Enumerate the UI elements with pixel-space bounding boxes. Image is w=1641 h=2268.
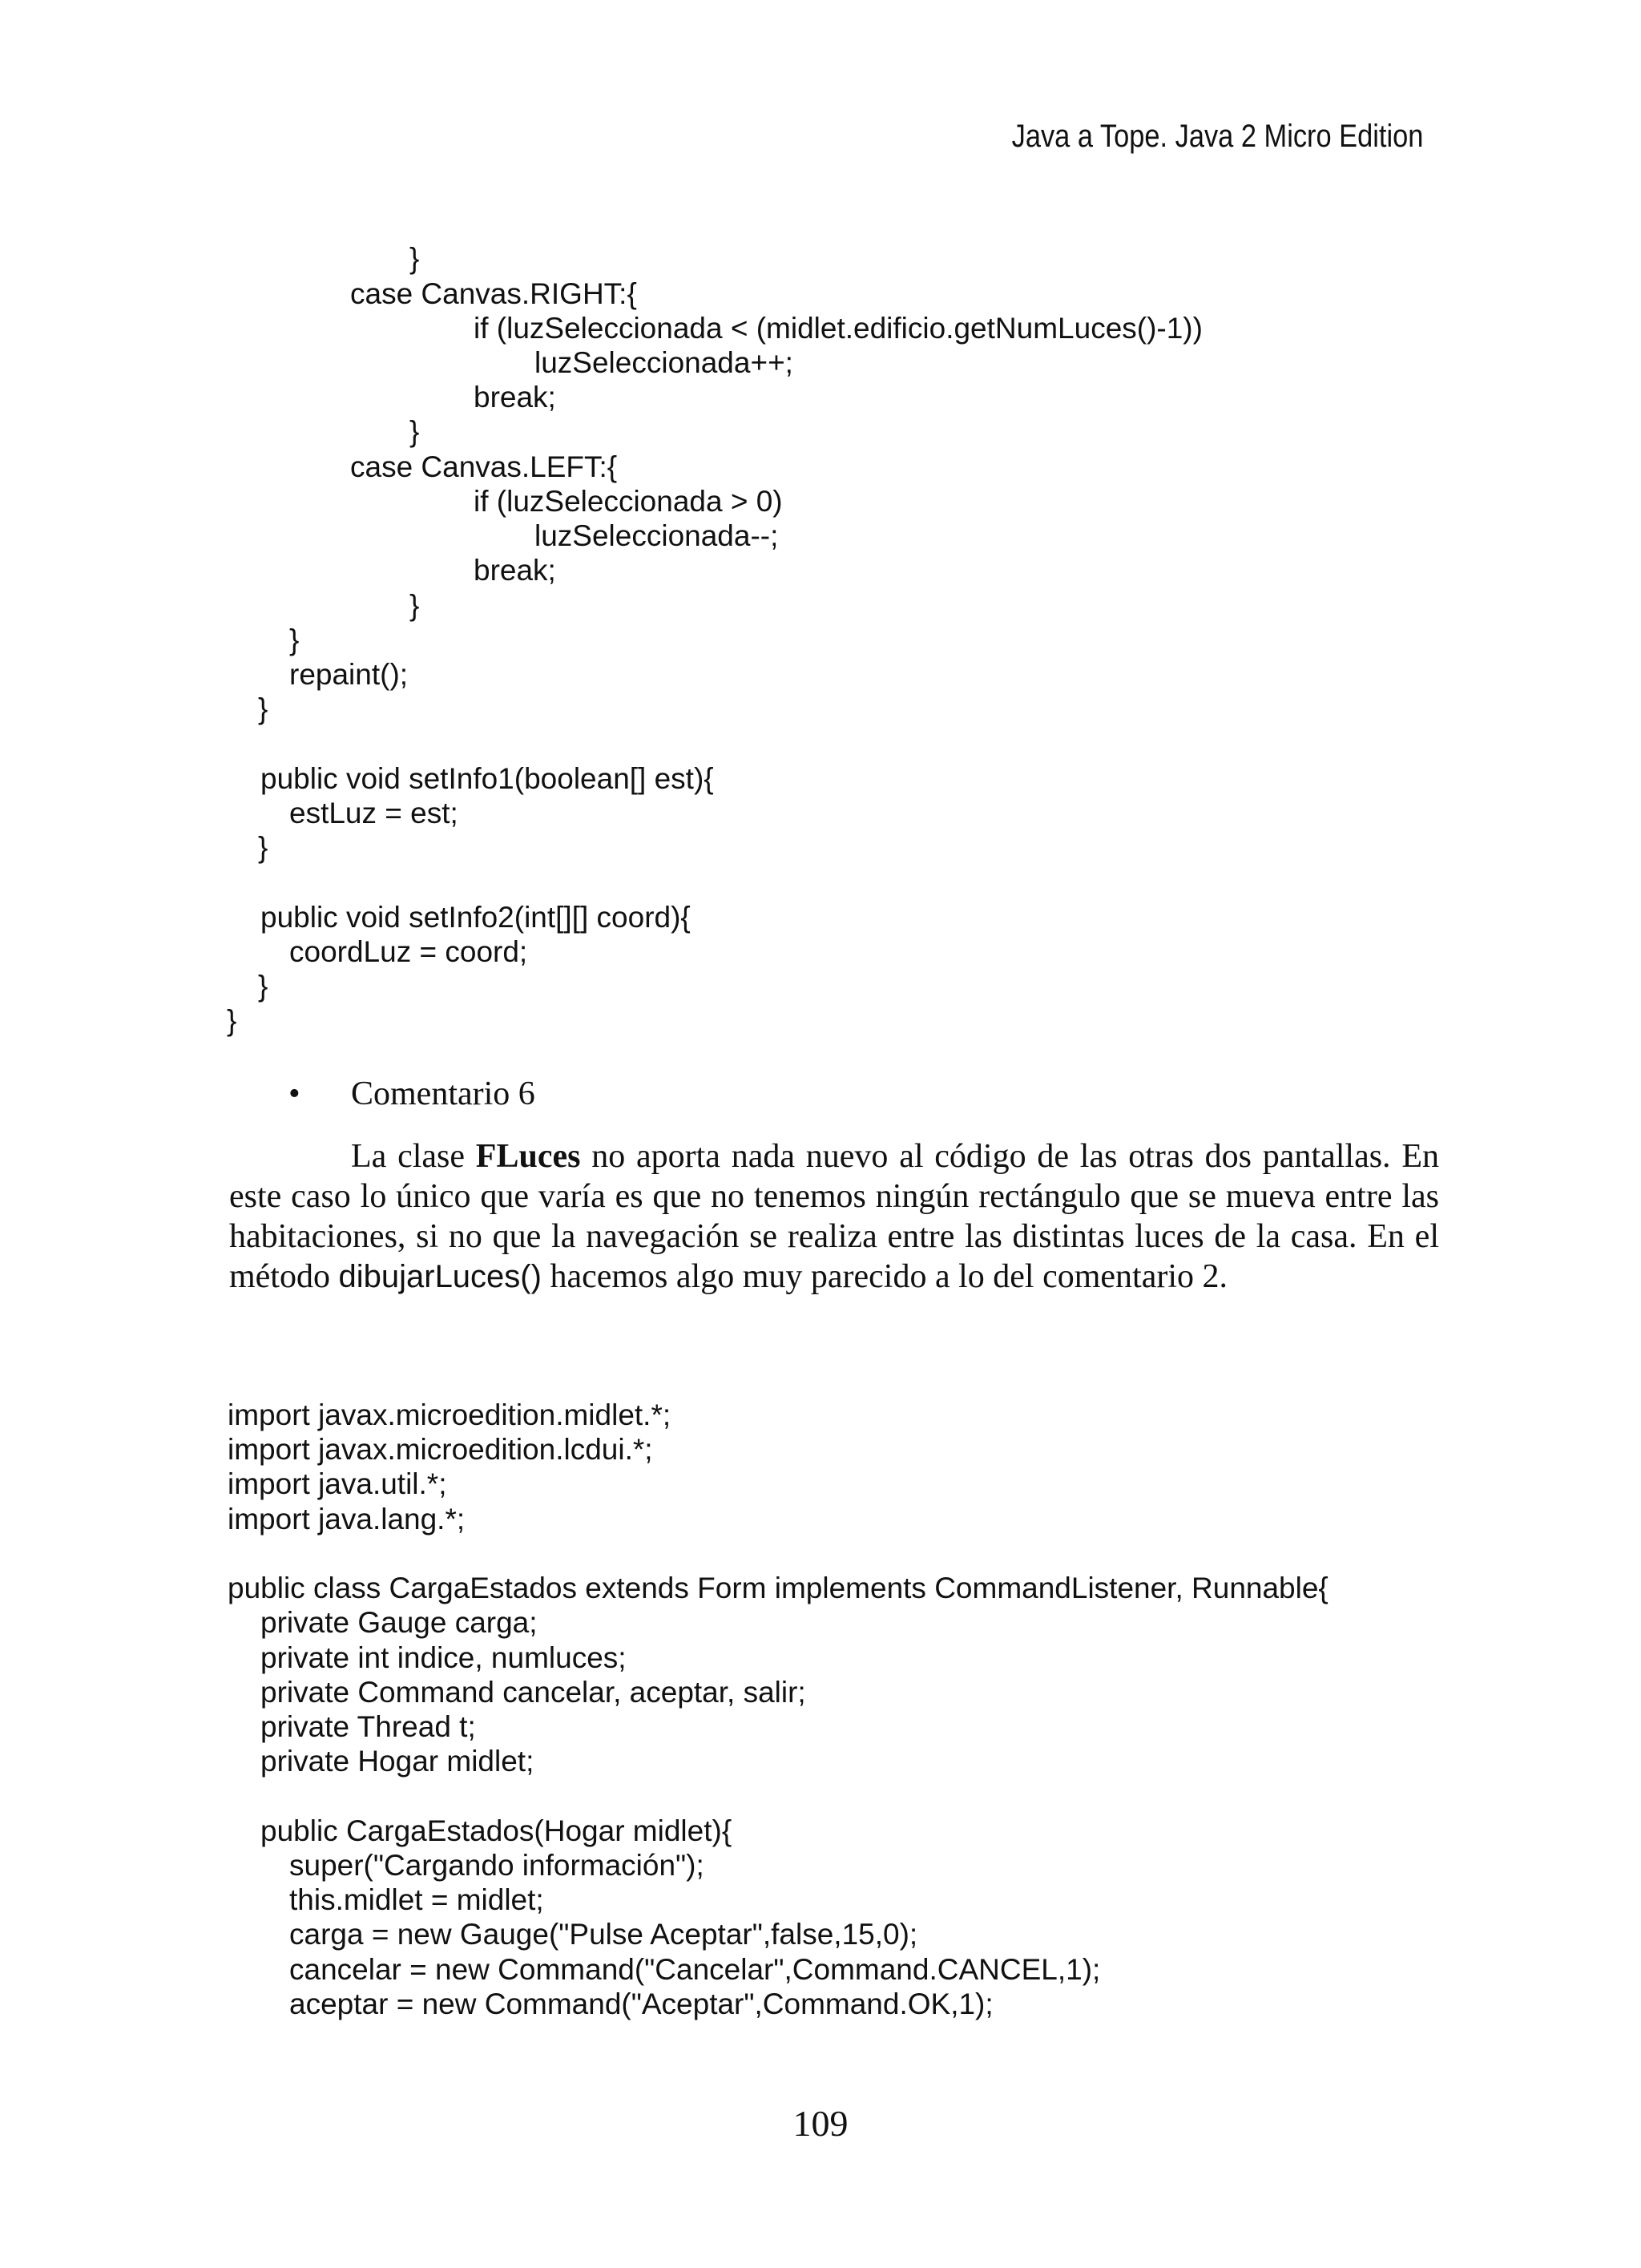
code-line: import javax.microedition.lcdui.*;	[228, 1433, 653, 1466]
code-line: private Thread t;	[260, 1710, 476, 1743]
code-line: }	[409, 415, 420, 448]
code-line: }	[227, 1004, 237, 1037]
code-line: public void setInfo2(int[][] coord){	[260, 901, 691, 934]
method-name: dibujarLuces()	[338, 1259, 542, 1294]
bullet-icon: •	[288, 1075, 300, 1112]
code-line: private Gauge carga;	[260, 1606, 538, 1639]
code-line: public void setInfo1(boolean[] est){	[260, 762, 714, 795]
code-line: cancelar = new Command("Cancelar",Command.CANCEL,1);	[289, 1953, 1101, 1986]
class-name: FLuces	[475, 1138, 581, 1175]
code-line: import java.lang.*;	[228, 1503, 466, 1536]
code-line: private Command cancelar, aceptar, salir;	[260, 1676, 806, 1709]
code-line: case Canvas.LEFT:{	[350, 450, 618, 483]
code-line: }	[258, 692, 268, 725]
code-line: import javax.microedition.midlet.*;	[228, 1398, 671, 1431]
code-line: super("Cargando información");	[289, 1849, 704, 1882]
code-line: }	[289, 623, 300, 656]
code-line: luzSeleccionada--;	[534, 519, 779, 552]
code-line: break;	[474, 381, 556, 414]
code-line: luzSeleccionada++;	[534, 346, 793, 379]
code-line: public class CargaEstados extends Form implements CommandListener, Runnable{	[228, 1572, 1329, 1604]
code-line: repaint();	[289, 658, 409, 691]
code-line: if (luzSeleccionada < (midlet.edificio.getNumLuces()-1))	[474, 312, 1203, 345]
code-line: case Canvas.RIGHT:{	[350, 277, 637, 310]
code-line: import java.util.*;	[228, 1467, 447, 1500]
code-line: estLuz = est;	[289, 797, 458, 829]
page-number: 109	[792, 2103, 849, 2144]
code-line: break;	[474, 554, 556, 587]
code-line: private int indice, numluces;	[260, 1641, 627, 1674]
code-line: carga = new Gauge("Pulse Aceptar",false,15,0);	[289, 1918, 918, 1951]
code-line: this.midlet = midlet;	[289, 1883, 544, 1916]
code-line: private Hogar midlet;	[260, 1745, 534, 1778]
code-line: coordLuz = coord;	[289, 935, 528, 968]
code-line: }	[409, 242, 420, 275]
code-line: if (luzSeleccionada > 0)	[474, 485, 783, 518]
paragraph-text: hacemos algo muy parecido a lo del comentario 2.	[541, 1258, 1228, 1295]
code-line: }	[409, 589, 420, 622]
code-line: }	[258, 831, 268, 864]
running-header: Java a Tope. Java 2 Micro Edition	[1011, 119, 1423, 154]
paragraph-text: no aporta nada nuevo al código de las otras dos pantallas. En este caso lo único que varía es que no tenemos ningún rectángulo que se mueva entre las habitaciones, si no que la navegación se realiza entre las distintas luces de la casa. En el método	[229, 1138, 1439, 1295]
code-line: public CargaEstados(Hogar midlet){	[260, 1814, 732, 1847]
comment-title: Comentario 6	[351, 1075, 535, 1112]
code-line: aceptar = new Command("Aceptar",Command.OK,1);	[289, 1988, 994, 2020]
code-line: }	[258, 970, 268, 1003]
comment-paragraph	[229, 1136, 1439, 1297]
paragraph-text: La clase	[351, 1138, 476, 1175]
